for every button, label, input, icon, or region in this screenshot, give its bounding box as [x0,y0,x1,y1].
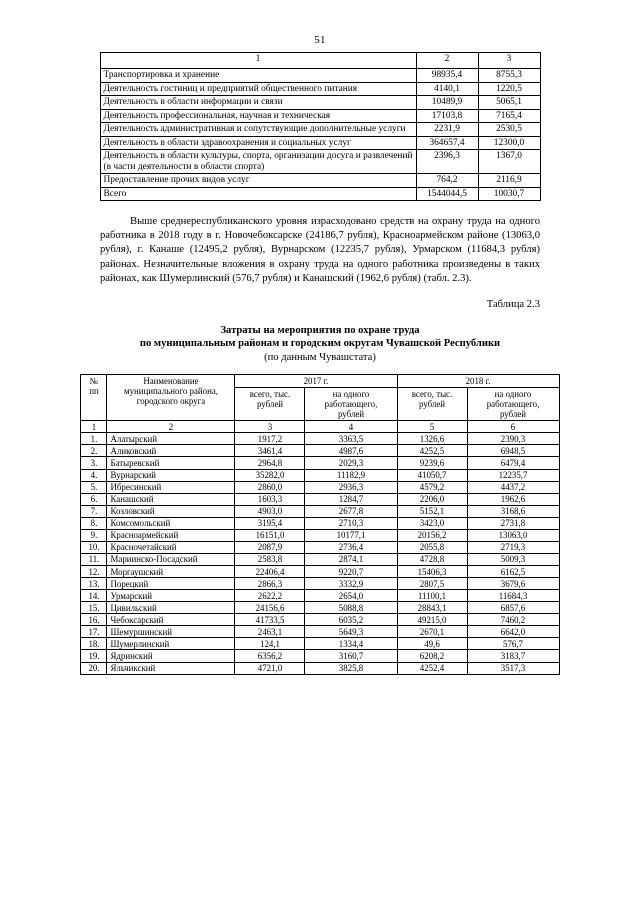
table-row [100,109,540,123]
table-row [100,187,540,201]
header-per-worker-line2: работающего, [486,399,540,410]
per-worker-2018-cell: 6642,0 [467,626,559,638]
municipality-name-cell: Батыревский [107,457,235,469]
municipality-name-cell: Алатырский [107,433,235,445]
activity-name-cell: Транспортировка и хранение [100,69,416,83]
page-number: 51 [314,34,326,46]
municipality-name-cell: Ибресинский [107,481,235,493]
municipality-name-cell: Урмарский [107,590,235,602]
per-worker-2017-cell: 2874,1 [305,553,397,565]
row-number-cell: 5. [81,481,107,493]
row-number-cell: 20. [81,662,107,674]
table-row [81,662,559,674]
row-number-cell: 15. [81,602,107,614]
table-row [100,96,540,110]
header-total-line2: рублей [256,399,284,410]
municipality-name-cell: Канашский [107,493,235,505]
municipality-name-cell: Порецкий [107,578,235,590]
header-per-worker-2018 [467,388,559,421]
column-number-cell: 2 [107,421,235,433]
header-municipality-line2: муниципального района, [123,386,218,397]
value-cell-3: 10030,7 [478,187,540,201]
municipality-name-cell: Цивильский [107,602,235,614]
total-2017-cell: 4721,0 [235,662,305,674]
main-table-body [81,433,559,674]
per-worker-2018-cell: 2719,3 [467,541,559,553]
table-row [81,614,559,626]
total-2018-cell: 49215,0 [397,614,467,626]
header-total-line1: всего, тыс. [411,389,453,400]
table-row [81,553,559,565]
total-2018-cell: 2807,5 [397,578,467,590]
header-per-worker-line1: на одного [332,389,370,400]
per-worker-2018-cell: 6162,5 [467,566,559,578]
body-paragraph: Выше среднереспубликанского уровня израсходовано средств на охрану труда на одного работника в 2018 году в г. Новочебоксарске (24186,7 рубля), Красноармейском районе (13063,0 рубля), г. Канаше (12495,2 рубля), Вурнарском (12235,7 рубля), Урмарском (11684,3 рубля) районах. Незначительные вложения в охрану труда на одного работника произведены в таких районах, как Шумерлинский (576,7 рубля) и Канашский (1962,6 рубля) (табл. 2.3). [100,216,540,284]
value-cell-2: 364657,4 [416,136,478,150]
total-2017-cell: 24156,6 [235,602,305,614]
per-worker-2017-cell: 3825,8 [305,662,397,674]
activity-name-cell: Деятельность профессиональная, научная и техническая [100,109,416,123]
total-2018-cell: 1326,6 [397,433,467,445]
total-2017-cell: 2463,1 [235,626,305,638]
table-row [100,69,540,83]
per-worker-2018-cell: 5009,3 [467,553,559,565]
row-number-cell: 16. [81,614,107,626]
caption-line-3: (по данным Чувашстата) [264,352,376,364]
per-worker-2018-cell: 6857,6 [467,602,559,614]
per-worker-2017-cell: 10177,1 [305,529,397,541]
header-per-worker-2017 [305,388,397,421]
total-2018-cell: 4252,4 [397,662,467,674]
per-worker-2018-cell: 1962,6 [467,493,559,505]
row-number-cell: 14. [81,590,107,602]
table-row [81,602,559,614]
per-worker-2018-cell: 3517,3 [467,662,559,674]
table-row [81,529,559,541]
value-cell-2: 2231,9 [416,123,478,137]
total-2018-cell: 20156,2 [397,529,467,541]
table-row [81,469,559,481]
per-worker-2017-cell: 5649,3 [305,626,397,638]
activity-name-cell: Деятельность в области здравоохранения и социальных услуг [100,136,416,150]
table-row [100,174,540,188]
row-number-cell: 11. [81,553,107,565]
labour-safety-costs-table [80,374,559,675]
table-row [81,517,559,529]
table-row [81,590,559,602]
per-worker-2018-cell: 3679,6 [467,578,559,590]
total-2017-cell: 6356,2 [235,650,305,662]
per-worker-2017-cell: 2936,3 [305,481,397,493]
per-worker-2017-cell: 3160,7 [305,650,397,662]
column-number-cell: 2 [416,53,478,69]
total-2017-cell: 41733,5 [235,614,305,626]
column-number-row [100,53,540,69]
row-number-cell: 18. [81,638,107,650]
per-worker-2017-cell: 1334,4 [305,638,397,650]
municipality-name-cell: Аликовский [107,445,235,457]
municipality-name-cell: Шумерлинский [107,638,235,650]
per-worker-2017-cell: 11182,9 [305,469,397,481]
total-2018-cell: 6208,2 [397,650,467,662]
total-2018-cell: 49,6 [397,638,467,650]
per-worker-2018-cell: 3183,7 [467,650,559,662]
table-caption [100,324,540,365]
total-2017-cell: 2964,8 [235,457,305,469]
total-2018-cell: 5152,1 [397,505,467,517]
total-2017-cell: 124,1 [235,638,305,650]
value-cell-3: 1220,5 [478,82,540,96]
row-number-cell: 4. [81,469,107,481]
header-number [81,375,107,421]
header-number-line2: пп [89,386,99,397]
value-cell-3: 12300,0 [478,136,540,150]
table-row [81,481,559,493]
row-number-cell: 12. [81,566,107,578]
municipality-name-cell: Козловский [107,505,235,517]
row-number-cell: 7. [81,505,107,517]
header-total-2018 [397,388,467,421]
activity-name-cell: Деятельность гостиниц и предприятий общественного питания [100,82,416,96]
value-cell-2: 17103,8 [416,109,478,123]
per-worker-2017-cell: 1284,7 [305,493,397,505]
header-per-worker-line3: рублей [337,409,365,420]
column-number-cell: 4 [305,421,397,433]
total-2017-cell: 4903,0 [235,505,305,517]
row-number-cell: 19. [81,650,107,662]
per-worker-2018-cell: 11684,3 [467,590,559,602]
table-row [81,650,559,662]
row-number-cell: 6. [81,493,107,505]
total-2018-cell: 2055,8 [397,541,467,553]
per-worker-2017-cell: 2654,0 [305,590,397,602]
header-total-line1: всего, тыс. [249,389,291,400]
table-row [100,136,540,150]
table-row [81,566,559,578]
row-number-cell: 10. [81,541,107,553]
table-row [81,626,559,638]
per-worker-2017-cell: 2677,8 [305,505,397,517]
value-cell-3: 2116,9 [478,174,540,188]
total-2018-cell: 4728,8 [397,553,467,565]
table-row [81,433,559,445]
total-2018-cell: 2670,1 [397,626,467,638]
header-municipality [107,375,235,421]
row-number-cell: 2. [81,445,107,457]
total-2017-cell: 2583,8 [235,553,305,565]
header-municipality-line1: Наименование [143,376,199,386]
total-2017-cell: 22406,4 [235,566,305,578]
total-2017-cell: 2866,3 [235,578,305,590]
per-worker-2018-cell: 7460,2 [467,614,559,626]
per-worker-2017-cell: 4987,6 [305,445,397,457]
total-2017-cell: 1917,2 [235,433,305,445]
continued-expenses-table [100,52,541,201]
table-row [81,638,559,650]
municipality-name-cell: Чебоксарский [107,614,235,626]
table-row [81,445,559,457]
value-cell-3: 2530,5 [478,123,540,137]
header-row-top [81,375,559,388]
total-2017-cell: 16151,0 [235,529,305,541]
column-number-cell: 3 [235,421,305,433]
per-worker-2017-cell: 6035,2 [305,614,397,626]
value-cell-3: 7165,4 [478,109,540,123]
row-number-cell: 1. [81,433,107,445]
column-number-cell: 1 [81,421,107,433]
per-worker-2018-cell: 2390,3 [467,433,559,445]
table-row [100,82,540,96]
per-worker-2017-cell: 5088,8 [305,602,397,614]
value-cell-2: 1544044,5 [416,187,478,201]
row-number-cell: 3. [81,457,107,469]
caption-line-2: по муниципальным районам и городским округам Чувашской Республики [139,338,501,350]
header-per-worker-line3: рублей [499,409,527,420]
per-worker-2018-cell: 6479,4 [467,457,559,469]
total-2017-cell: 3461,4 [235,445,305,457]
table-row [81,457,559,469]
per-worker-2018-cell: 3168,6 [467,505,559,517]
row-number-cell: 9. [81,529,107,541]
table-row [81,493,559,505]
total-2017-cell: 2622,2 [235,590,305,602]
total-2018-cell: 3423,0 [397,517,467,529]
activity-name-cell: Предоставление прочих видов услуг [100,174,416,188]
header-year-2018: 2018 г. [397,375,559,388]
municipality-name-cell: Красноармейский [107,529,235,541]
caption-line-1: Затраты на мероприятия по охране труда [220,324,420,336]
activity-name-cell: Деятельность административная и сопутствующие дополнительные услуги [100,123,416,137]
continued-table-body [100,53,540,69]
total-2017-cell: 2860,0 [235,481,305,493]
per-worker-2017-cell: 2736,4 [305,541,397,553]
table-row [100,123,540,137]
value-cell-2: 2396,3 [416,150,478,174]
municipality-name-cell: Шемуршинский [107,626,235,638]
per-worker-2017-cell: 3332,9 [305,578,397,590]
value-cell-2: 4140,1 [416,82,478,96]
value-cell-2: 764,2 [416,174,478,188]
per-worker-2018-cell: 2731,8 [467,517,559,529]
header-total-2017 [235,388,305,421]
per-worker-2018-cell: 6948,5 [467,445,559,457]
total-2018-cell: 2206,0 [397,493,467,505]
header-year-2017: 2017 г. [235,375,397,388]
total-2018-cell: 41050,7 [397,469,467,481]
row-number-cell: 13. [81,578,107,590]
per-worker-2018-cell: 12235,7 [467,469,559,481]
total-2018-cell: 15406,3 [397,566,467,578]
per-worker-2018-cell: 4437,2 [467,481,559,493]
main-column-number-row [81,421,559,433]
header-per-worker-line1: на одного [494,389,532,400]
table-label: Таблица 2.3 [486,298,540,310]
value-cell-2: 98935,4 [416,69,478,83]
municipality-name-cell: Ядринский [107,650,235,662]
column-number-cell: 5 [397,421,467,433]
per-worker-2017-cell: 3363,5 [305,433,397,445]
column-number-cell: 1 [100,53,416,69]
value-cell-3: 8755,3 [478,69,540,83]
value-cell-3: 1367,0 [478,150,540,174]
municipality-name-cell: Красночетайский [107,541,235,553]
per-worker-2018-cell: 13063,0 [467,529,559,541]
activity-name-cell: Деятельность в области информации и связи [100,96,416,110]
total-2018-cell: 4252,5 [397,445,467,457]
total-2018-cell: 11100,1 [397,590,467,602]
table-row [100,150,540,174]
activity-name-cell: Деятельность в области культуры, спорта, организации досуга и развлечений (в части деятельности в области спорта) [100,150,416,174]
activity-name-cell: Всего [100,187,416,201]
continued-table-rows [100,69,540,201]
per-worker-2017-cell: 2029,3 [305,457,397,469]
municipality-name-cell: Мариинско-Посадский [107,553,235,565]
table-row [81,578,559,590]
main-table-head [81,375,559,433]
municipality-name-cell: Вурнарский [107,469,235,481]
value-cell-2: 10489,9 [416,96,478,110]
row-number-cell: 8. [81,517,107,529]
per-worker-2017-cell: 2710,3 [305,517,397,529]
column-number-cell: 6 [467,421,559,433]
total-2017-cell: 2087,9 [235,541,305,553]
per-worker-2017-cell: 9220,7 [305,566,397,578]
total-2017-cell: 35282,0 [235,469,305,481]
municipality-name-cell: Яльчикский [107,662,235,674]
per-worker-2018-cell: 576,7 [467,638,559,650]
header-number-line1: № [89,376,99,386]
total-2018-cell: 28843,1 [397,602,467,614]
table-row [81,505,559,517]
municipality-name-cell: Комсомольский [107,517,235,529]
header-municipality-line3: городского округа [136,396,206,407]
header-total-line2: рублей [418,399,446,410]
header-per-worker-line2: работающего, [324,399,378,410]
total-2017-cell: 1603,3 [235,493,305,505]
row-number-cell: 17. [81,626,107,638]
total-2018-cell: 4579,2 [397,481,467,493]
municipality-name-cell: Моргаушский [107,566,235,578]
table-row [81,541,559,553]
column-number-cell: 3 [478,53,540,69]
total-2018-cell: 9239,6 [397,457,467,469]
total-2017-cell: 3195,4 [235,517,305,529]
value-cell-3: 5065,1 [478,96,540,110]
